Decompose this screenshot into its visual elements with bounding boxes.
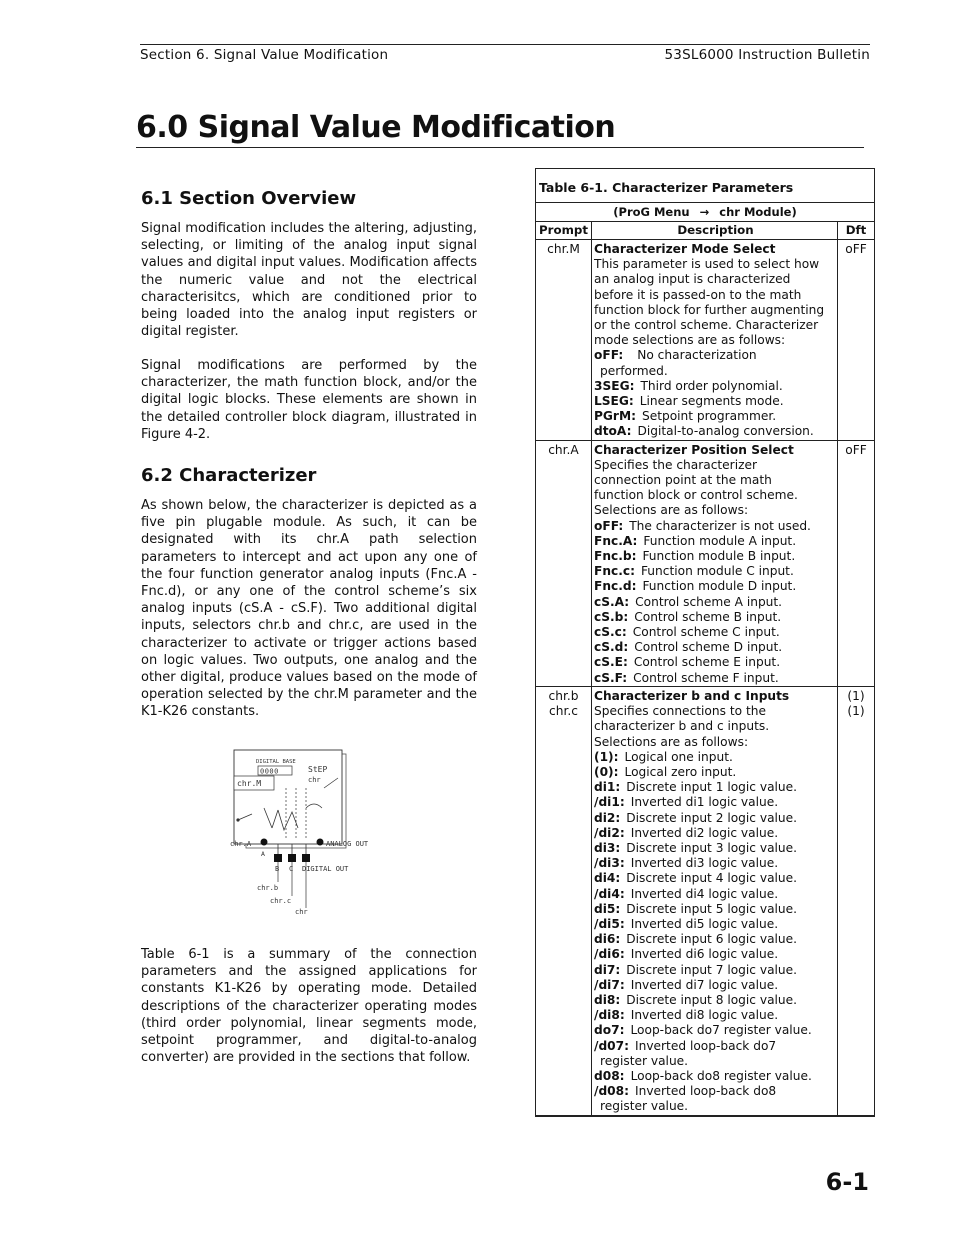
page-header [140,44,870,63]
section-6-1-paragraph-1: Signal modification includes the altering, adjusting, selecting, or limiting of the analog input signal values and digital input values. Modification affects the numeric value and not the electrical characterisitcs, which are conditioned prior to being loaded into the analog input registers or digital register. [141,221,477,340]
option-item [594,1054,837,1069]
chr-b-label: chr.b [257,884,279,892]
option-value: Linear segments mode. [639,394,784,409]
option-value: Discrete input 1 logic value. [626,780,798,795]
row-title: Characterizer Mode Select [594,242,776,256]
option-item [594,871,837,886]
option-key: (0): [594,764,619,779]
section-6-1-paragraph-2: Signal modifications are performed by the characterizer, the math function block, and/or the digital logic blocks. These elements are shown in the detailed controller block diagram, illustrated in Figure 4-2. [141,358,477,442]
section-6-2-heading: 6.2 Characterizer [141,465,317,486]
description-line: characterizer b and c inputs. [594,719,770,734]
page-number: 6-1 [825,1168,869,1196]
option-value: Control scheme C input. [632,625,780,640]
option-key: di4: [594,871,621,886]
option-key: /di2: [594,825,625,840]
digital-out-label: DIGITAL OUT [302,865,349,873]
option-key: /di3: [594,856,625,871]
option-key: dtoA: [594,424,632,439]
table-row-chr-m [536,240,874,441]
description-line: an analog input is characterized [594,272,791,287]
pin-analog-out-dot [317,839,324,846]
option-key: /d07: [594,1038,630,1053]
option-item [594,549,837,564]
option-value: Third order polynomial. [640,378,783,393]
option-item [594,671,837,686]
option-value: No characterization [637,348,757,363]
default-chr-b: (1) [847,688,865,703]
option-key: PGrM: [594,409,636,424]
option-key: /di6: [594,947,625,962]
default-cell: oFF [845,242,867,256]
option-list [594,750,837,1115]
option-key: cS.b: [594,609,629,624]
option-key: /di8: [594,1008,625,1023]
section-6-2-paragraph-1: As shown below, the characterizer is depicted as a five pin plugable module. As such, it can be designated with its chr.A path selection parameters to intercept and act upon any one of the four function generator analog inputs (Fnc.A - Fnc.d), or any one of the control scheme’s six analog inputs (cS.A - cS.F). Two additional digital inputs, selectors chr.b and chr.c, are used in the characterizer to activate or trigger actions based on logic values. Two outputs, one analog and the other digital, produce values based on the mode of operation selected by the chr.M parameter and the K1-K26 constants. [141,498,477,720]
option-key: Fnc.A: [594,533,638,548]
description-line: Specifies connections to the [594,704,766,719]
description-line: function block or control scheme. [594,488,798,503]
option-value: Loop-back do8 register value. [630,1068,812,1083]
option-key: d08: [594,1068,625,1083]
option-item [594,765,837,780]
row-title: Characterizer b and c Inputs [594,688,790,703]
description-line: mode selections are as follows: [594,333,786,348]
option-item [594,978,837,993]
row-title: Characterizer Position Select [594,442,794,457]
option-item [594,902,837,917]
option-value: Loop-back do7 register value. [630,1023,812,1038]
option-item [594,409,837,424]
arrow-right-icon: → [699,205,710,219]
option-value: performed. [600,363,668,378]
option-item [594,379,837,394]
digital-display-digits: 0000 [260,767,279,776]
option-key: di8: [594,992,621,1007]
option-key: di7: [594,962,621,977]
option-key: cS.A: [594,594,630,609]
option-item [594,750,837,765]
option-key: cS.d: [594,640,629,655]
option-item [594,947,837,962]
option-item [594,932,837,947]
option-item [594,811,837,826]
pin-b-label: B [275,865,280,873]
column-header-prompt: Prompt [536,222,592,239]
digital-base-label: DIGITAL BASE [256,759,296,765]
option-key: do7: [594,1023,625,1038]
table-caption: Table 6-1. Characterizer Parameters [536,169,874,203]
option-value: Inverted di7 logic value. [630,977,779,992]
option-value: Inverted di2 logic value. [630,825,779,840]
default-chr-c: (1) [847,704,865,719]
option-value: Inverted di8 logic value. [630,1008,779,1023]
option-key: /di1: [594,795,625,810]
option-value: Inverted di1 logic value. [630,795,779,810]
option-key: 3SEG: [594,378,635,393]
option-key: di1: [594,780,621,795]
option-item [594,963,837,978]
option-item [594,394,837,409]
option-value: Function module C input. [640,564,794,579]
option-key: di2: [594,810,621,825]
option-value: Discrete input 8 logic value. [626,992,798,1007]
option-value: Discrete input 7 logic value. [626,962,798,977]
option-key: di6: [594,932,621,947]
description-line: connection point at the math [594,473,772,488]
option-value: Inverted loop-back do7 [635,1038,777,1053]
switch-pivot [236,818,239,821]
option-value: Setpoint programmer. [641,409,777,424]
default-cell: oFF [845,442,867,457]
description-cell [592,687,838,1115]
subheader-module: chr Module) [719,205,797,219]
option-item [594,1099,837,1114]
option-value: register value. [600,1053,689,1068]
option-value: Control scheme A input. [635,594,783,609]
option-value: Inverted di5 logic value. [630,916,779,931]
section-6-1-heading: 6.1 Section Overview [141,188,357,209]
option-item [594,519,837,534]
option-item [594,534,837,549]
table-header-row [536,222,874,240]
option-value: Function module A input. [643,533,797,548]
description-line: Selections are as follows: [594,734,749,749]
option-key: Fnc.d: [594,579,637,594]
option-value: Discrete input 2 logic value. [626,810,798,825]
option-key: /di7: [594,977,625,992]
option-key: oFF: [594,518,624,533]
chr-c-label: chr.c [270,897,292,905]
option-value: Discrete input 6 logic value. [626,932,798,947]
option-key: di5: [594,901,621,916]
option-value: Function module B input. [642,549,796,564]
option-item [594,564,837,579]
option-item [594,655,837,670]
chr-label: chr [295,908,308,916]
option-item [594,780,837,795]
characterizer-parameters-table [535,168,875,1117]
option-key: (1): [594,749,619,764]
header-bulletin-title: 53SL6000 Instruction Bulletin [664,47,870,63]
option-key: cS.E: [594,655,628,670]
option-key: /d08: [594,1084,630,1099]
description-line: This parameter is used to select how [594,257,820,272]
option-key: cS.F: [594,670,628,685]
prompt-cell [536,687,592,1115]
option-value: Control scheme E input. [633,655,781,670]
option-value: Discrete input 4 logic value. [626,871,798,886]
option-item [594,841,837,856]
option-value: Inverted di6 logic value. [630,947,779,962]
option-key: /di5: [594,916,625,931]
description-line: or the control scheme. Characterizer [594,318,819,333]
option-value: Function module D input. [642,579,797,594]
pin-digital-square [302,854,310,862]
description-line: before it is passed-on to the math [594,287,802,302]
default-cell [838,687,874,1115]
option-item [594,1039,837,1054]
column-header-default: Dft [845,223,867,237]
option-key: oFF: [594,348,624,363]
option-value: register value. [600,1099,689,1114]
column-header-description: Description [592,222,838,239]
option-item [594,579,837,594]
chr-a-label: chr.A [230,840,252,848]
option-item [594,826,837,841]
option-key: cS.c: [594,625,627,640]
table-row-chr-a [536,441,874,687]
option-value: Inverted di3 logic value. [630,856,779,871]
option-item [594,595,837,610]
description-line: Selections are as follows: [594,503,749,518]
description-line: function block for further augmenting [594,302,825,317]
option-item [594,610,837,625]
option-value: Discrete input 5 logic value. [626,901,798,916]
option-key: LSEG: [594,394,634,409]
section-6-2-paragraph-2: Table 6-1 is a summary of the connection parameters and the assigned applications for constants K1-K26 by operating mode. Detailed descriptions of the characterizer operating modes (third order polynomial, linear segments mode, setpoint programmer, and digital-to-analog converter) are provided in the sections that follow. [141,947,477,1066]
subheader-menu: (ProG Menu [613,205,690,219]
option-value: Inverted loop-back do8 [635,1084,777,1099]
pin-a-label: A [261,850,265,858]
prompt-chr-c: chr.c [549,704,578,719]
prompt-chr-b: chr.b [548,688,579,703]
characterizer-module-diagram [228,748,384,920]
option-item [594,424,837,439]
pin-c-square [288,854,296,862]
step-label: StEP [308,765,328,774]
option-item [594,1023,837,1038]
option-item [594,917,837,932]
option-item [594,856,837,871]
chr-m-label: chr.M [237,779,262,788]
option-value: The characterizer is not used. [629,518,811,533]
option-value: Digital-to-analog conversion. [637,424,814,439]
analog-out-label: ANALOG OUT [326,840,369,848]
option-key: /di4: [594,886,625,901]
prompt-cell: chr.M [536,240,592,440]
option-item [594,1084,837,1099]
option-value: Control scheme B input. [634,609,782,624]
option-item [594,993,837,1008]
option-value: Logical zero input. [624,764,737,779]
option-value: Control scheme F input. [633,670,779,685]
option-value: Logical one input. [624,749,733,764]
header-section-title: Section 6. Signal Value Modification [140,47,389,63]
description-line: Specifies the characterizer [594,457,757,472]
option-item [594,640,837,655]
option-key: di3: [594,840,621,855]
option-value: Discrete input 3 logic value. [626,840,798,855]
description-cell [592,240,838,440]
pin-b-square [274,854,282,862]
prompt-cell: chr.A [536,441,592,686]
option-key: Fnc.c: [594,564,635,579]
table-row-chr-b-c [536,687,874,1115]
option-key: Fnc.b: [594,549,637,564]
page-title: 6.0 Signal Value Modification [136,110,864,148]
option-item [594,364,837,379]
option-value: Inverted di4 logic value. [630,886,779,901]
option-item [594,887,837,902]
option-item [594,1069,837,1084]
option-item [594,348,837,363]
option-item [594,1008,837,1023]
pin-c-label: C [289,865,294,873]
table-subheader [536,203,874,222]
option-value: Control scheme D input. [634,640,783,655]
option-item [594,795,837,810]
option-item [594,625,837,640]
chr-top-label: chr [308,776,321,784]
description-cell [592,441,838,686]
pin-a-dot [261,839,268,846]
